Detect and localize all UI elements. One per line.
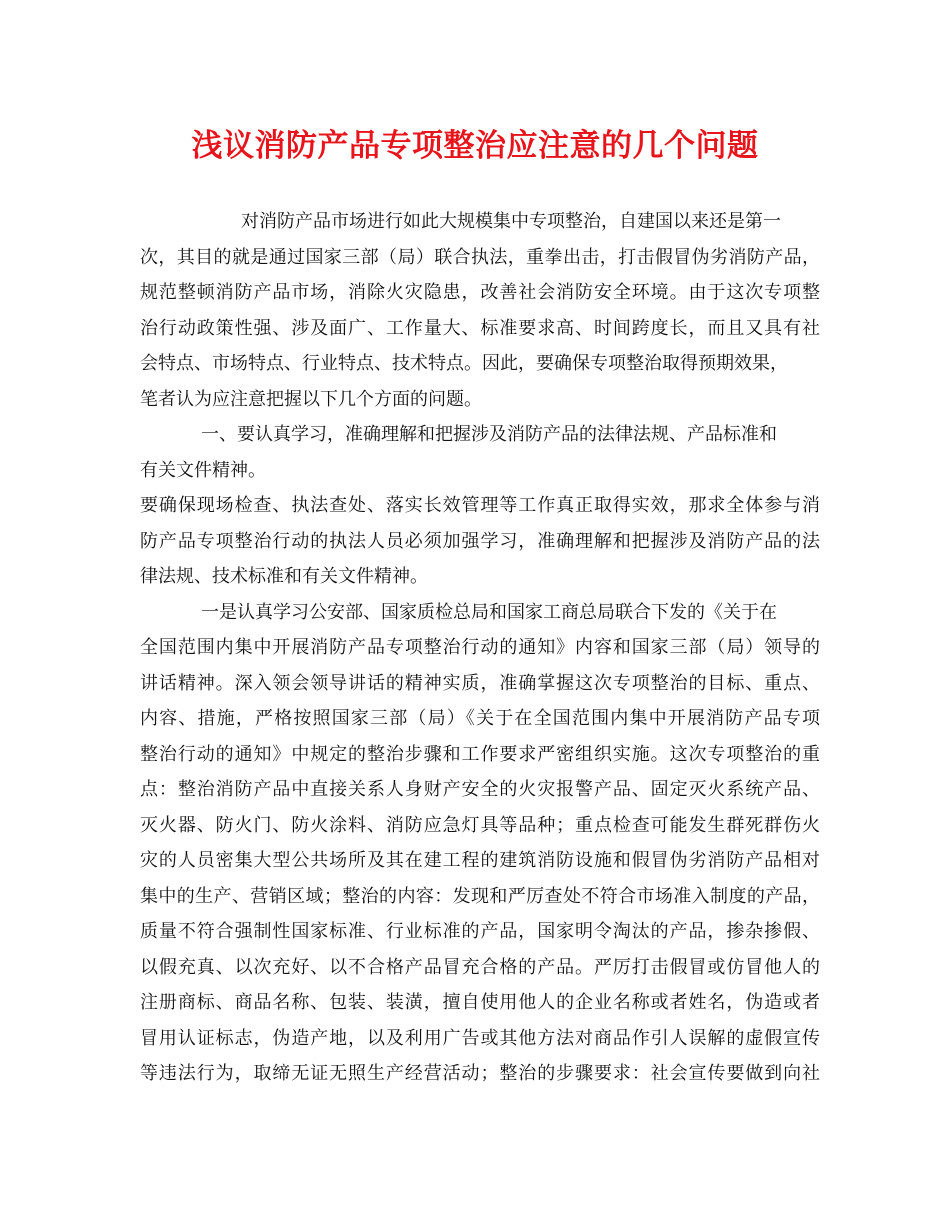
paragraph-line: 要确保现场检查、执法查处、落实长效管理等工作真正取得实效，那求全体参与消 <box>140 495 820 516</box>
paragraph-line: 一是认真学习公安部、国家质检总局和国家工商总局联合下发的《关于在 <box>201 601 777 623</box>
paragraph-line: 集中的生产、营销区域；整治的内容：发现和严厉查处不符合市场准入制度的产品， <box>140 885 820 907</box>
paragraph-line: 内容、措施，严格按照国家三部（局）《关于在全国范围内集中开展消防产品专项 <box>140 708 820 729</box>
paragraph-line: 规范整顿消防产品市场，消除火灾隐患，改善社会消防安全环境。由于这次专项整 <box>140 282 820 303</box>
paragraph-line: 全国范围内集中开展消防产品专项整治行动的通知》内容和国家三部（局）领导的 <box>140 637 820 658</box>
section-heading-line: 有关文件精神。 <box>140 459 266 481</box>
paragraph-line: 讲话精神。深入领会领导讲话的精神实质，准确掌握这次专项整治的目标、重点、 <box>140 672 820 694</box>
paragraph-line: 防产品专项整治行动的执法人员必须加强学习，准确理解和把握涉及消防产品的法 <box>140 530 820 552</box>
paragraph-line: 以假充真、以次充好、以不合格产品冒充合格的产品。严厉打击假冒或仿冒他人的 <box>140 956 820 978</box>
paragraph-line: 笔者认为应注意把握以下几个方面的问题。 <box>140 388 482 410</box>
paragraph-line: 质量不符合强制性国家标准、行业标准的产品，国家明令淘汰的产品，掺杂掺假、 <box>140 921 820 942</box>
paragraph-line: 整治行动的通知》中规定的整治步骤和工作要求严密组织实施。这次专项整治的重 <box>140 743 820 765</box>
paragraph-line: 治行动政策性强、涉及面广、工作量大、标准要求高、时间跨度长，而且又具有社 <box>140 317 820 339</box>
section-heading-line: 一、要认真学习，准确理解和把握涉及消防产品的法律法规、产品标准和 <box>201 424 777 445</box>
paragraph-line: 点：整治消防产品中直接关系人身财产安全的火灾报警产品、固定灭火系统产品、 <box>140 779 820 800</box>
document-body <box>140 204 820 1092</box>
paragraph-line: 次，其目的就是通过国家三部（局）联合执法，重拳出击，打击假冒伪劣消防产品， <box>140 246 820 268</box>
paragraph-line: 冒用认证标志，伪造产地，以及利用广告或其他方法对商品作引人误解的虚假宣传 <box>140 1027 820 1049</box>
paragraph-line: 等违法行为，取缔无证无照生产经营活动；整治的步骤要求：社会宣传要做到向社 <box>140 1063 820 1084</box>
paragraph-line: 注册商标、商品名称、包装、装潢，擅自使用他人的企业名称或者姓名，伪造或者 <box>140 992 820 1013</box>
document-title: 浅议消防产品专项整治应注意的几个问题 <box>191 128 759 164</box>
paragraph-line: 对消防产品市场进行如此大规模集中专项整治，自建国以来还是第一 <box>241 211 781 232</box>
paragraph-line: 灾的人员密集大型公共场所及其在建工程的建筑消防设施和假冒伪劣消防产品相对 <box>140 850 820 871</box>
paragraph-line: 律法规、技术标准和有关文件精神。 <box>140 566 428 587</box>
paragraph-line: 灭火器、防火门、防火涂料、消防应急灯具等品种；重点检查可能发生群死群伤火 <box>140 814 820 836</box>
paragraph-line: 会特点、市场特点、行业特点、技术特点。因此，要确保专项整治取得预期效果， <box>140 353 788 374</box>
